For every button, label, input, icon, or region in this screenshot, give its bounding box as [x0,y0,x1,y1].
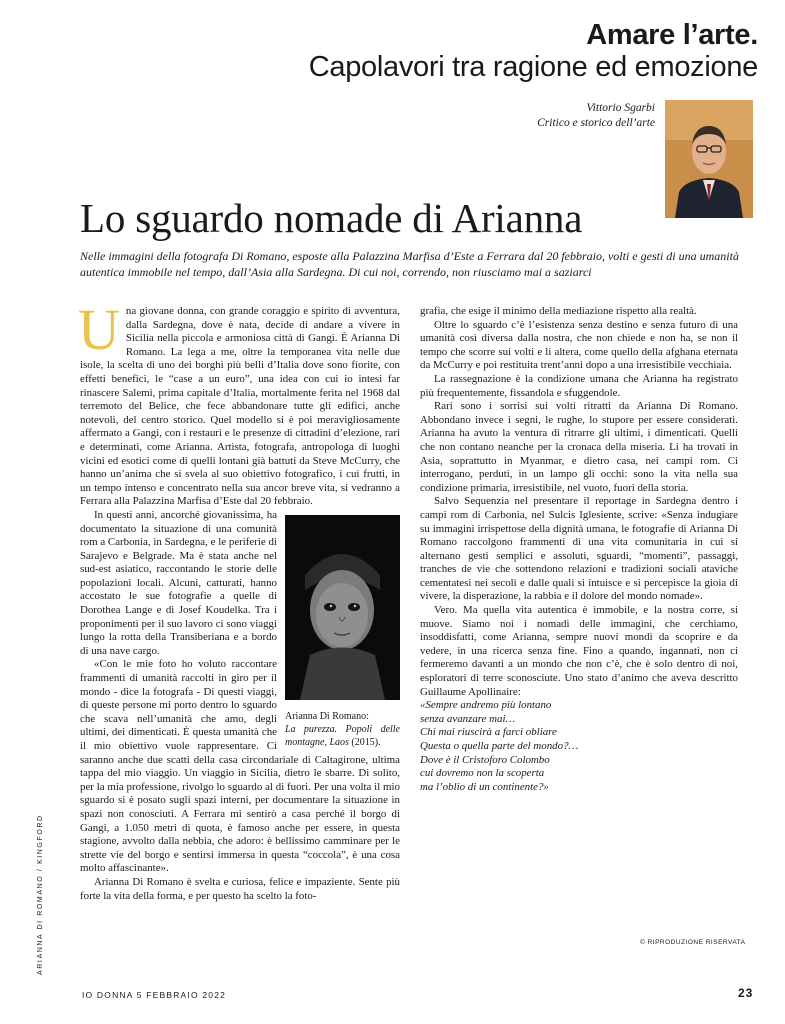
magazine-date: IO DONNA 5 FEBBRAIO 2022 [82,990,227,1000]
poem-quote [420,699,738,794]
paragraph: In questi anni, ancorché giovanissima, ha documentato la situazione di una comunità rom a Carbonia, in Sardegna, e le periferie di Sarajevo e Belgrade. Ma è stata anche nel sud-est asiatico, raccontando le storie delle popolazioni locali. Alcuni, catturati, hanno accostato le sue fotografie a quelle di Dorothea Lange e di Josef Koudelka. Tra i proponimenti per il suo lavoro ci sono viaggi lungo la rotta della Transiberiana e a bordo di una nave cargo. [80,508,277,657]
author-block [537,101,655,131]
poem-line: Chi mai riuscirà a farci obliare [420,726,557,739]
article-column-1 [78,297,400,903]
paragraph: Una giovane donna, con grande coraggio e spirito di avventura, dalla Sardegna, dove è nata, decide di andare a vivere in Sicilia nella piccola e armoniosa città di Gangi. È Arianna Di Romano. La lega a me, oltre la temporanea vita nelle due isole, la scelta di uno dei borghi più belli d’Italia dove sono fiorite, con effetti benefici, le “case a un euro”, una idea con cui io intesi far rinascere Salemi, prima capitale d’Italia, mortalmente ferita nel 1968 dal terremoto del Belice, che fece abbandonare tutte gli edifici, anche notevoli, del centro storico. Quel modello si è poi meravigliosamente affermato a Gangi, con i restauri e le presenze di cittadini d’elezione, rari e determinati, come Arianna. Artista, fotografa, antropologa di luoghi vicini ed esotici come di quelli lontani già battuti da Steve McCurry, che hanno un’anima che si svela al suo obiettivo fotografico, i cui frutti, in un tempo intenso e concentrato nella sua ancor breve vita, si vedranno a Ferrara alla Palazzina Marfisa d’Este dal 20 febbraio. [78,297,400,508]
poem-line: senza avanzare mai… [420,712,516,725]
caption-year: (2015). [351,736,381,748]
paragraph: «Con le mie foto ho voluto raccontare frammenti di umanità raccolti in giro per il mondo - dice la fotografa - Di questi viaggi, di queste persone mi porto dentro lo sguardo che scava nell’umanità che amo, degli ultimi, dei dimenticati. È questa umanità che il mio obiettivo vuole rappresentare. Ci saranno anche due scatti della casa circondariale di Caltagirone, ultima tappa del mio viaggio. Un viaggio in Sicilia, dietro le sbarre. Di solito, per la mia professione, rivolgo lo sguardo al di fuori. Per una volta il mio sguardo si è posato sugli spazi interni, per documentare la situazione in spazi non conosciuti. A Ferrara mi sentirò a casa perché il borgo di Gangi, a 1.050 metri di quota, è famoso anche per essere, in questa stagione, avvolto dalla nebbia, che adoro: è bellissimo camminare per le strette vie del borgo e sentirsi immersa in questa “coccola”, è una cosa molto affascinante». [80,658,400,875]
page-number: 23 [738,986,754,1000]
article-standfirst: Nelle immagini della fotografa Di Romano, esposte alla Palazzina Marfisa d’Este a Ferrara dal 20 febbraio, volti e gesti di una umanità autentica immobile nel tempo, dall’Asia alla Sardegna. Di cui noi, correndo, non riusciamo mai a saziarci [80,249,739,279]
child-portrait-image [285,515,400,700]
paragraph: Oltre lo sguardo c’è l’esistenza senza destino e senza futuro di una umanità così diversa dalla nostra, che non chiede e non ha, se non il tempo che scorre sui volti e li altera, come quello della afghana eternata da McCurry e poi restituita trent’anni dopo a una irresistibile vecchiaia. [420,318,738,372]
drop-cap: U [78,297,120,362]
photo-credit: ARIANNA DI ROMANO / KINGFORD [37,814,44,975]
article-column-2 [420,305,738,794]
caption-title: La purezza. Popoli delle montagne, Laos [285,723,400,748]
copyright-notice: © RIPRODUZIONE RISERVATA [640,939,746,946]
article-photo [285,515,400,749]
rubric-subtitle: Capolavori tra ragione ed emozione [308,51,758,83]
author-role: Critico e storico dell’arte [537,117,655,129]
caption-credit: Arianna Di Romano: [285,710,369,722]
rubric-title: Amare l’arte. [586,19,758,51]
author-portrait [665,100,753,218]
poem-line: Questa o quella parte del mondo?… [420,740,579,752]
poem-line: ma l’oblio di un continente?» [420,780,549,793]
article-headline: Lo sguardo nomade di Arianna [80,195,583,241]
paragraph: Rari sono i sorrisi sui volti ritratti da Arianna Di Romano. Abbondano invece i segni, le rughe, lo stupore per essere considerati. Arianna ha avuto la ventura di ritrarre gli ultimi, i dimenticati. Quelli che non contano neanche per la cronaca della miseria. Li ha trovati in Asia, soprattutto in Myanmar, e dietro casa, nei campi rom. Ci interrogano, perduti, in un lampo gli occhi: sono la vita nella sua condizione primaria, irresistibile, nel vuoto, fuori della storia. [420,400,738,494]
paragraph: Arianna Di Romano è svelta e curiosa, felice e impaziente. Sente più forte la vita della forma, e per questo ha scelto la foto- [80,875,400,902]
poem-line: cui dovremo non la scoperta [420,767,545,780]
paragraph: grafia, che esige il minimo della mediazione rispetto alla realtà. [420,305,697,317]
paragraph: Vero. Ma quella vita autentica è immobile, e la nostra corre, si muove. Siamo noi i nomadi delle immagini, che cerchiamo, insoddisfatti, come Arianna, sempre nuovi mondi da scoprire e da vedere, in una ricerca senza fine. Fino a quando, ingannati, non ci fermeremo davanti a un mondo che non c’è, che è solo dentro di noi, esploratori di terre sconosciute. Uno stato d’animo che aveva descritto Guillaume Apollinaire: [420,604,738,698]
photo-caption [285,710,400,749]
paragraph: Salvo Sequenzia nel presentare il reportage in Sardegna dentro i campi rom di Carbonia, nel Sulcis Iglesiente, scrive: «Senza indugiare su immagini irrispettose della dignità umana, le fotografie di Arianna Di Romano raccolgono frammenti di una vita comunitaria in cui si alternano gesti semplici e assoluti, sguardi, “momenti”, passaggi, tranches de vie che sottendono relazioni e tradizioni sociali ataviche cementatesi nei secoli e dalle quali si intuisce e si percepisce la gioia di vivere, la disperazione, la rabbia e il dolore del mondo nomade». [420,495,738,603]
poem-line: Dove è il Cristoforo Colombo [420,753,550,766]
paragraph: La rassegnazione è la condizione umana che Arianna ha registrato più frequentemente, fissandola e sfuggendole. [420,372,738,399]
poem-line: «Sempre andremo più lontano [420,699,552,712]
author-name: Vittorio Sgarbi [586,102,655,114]
